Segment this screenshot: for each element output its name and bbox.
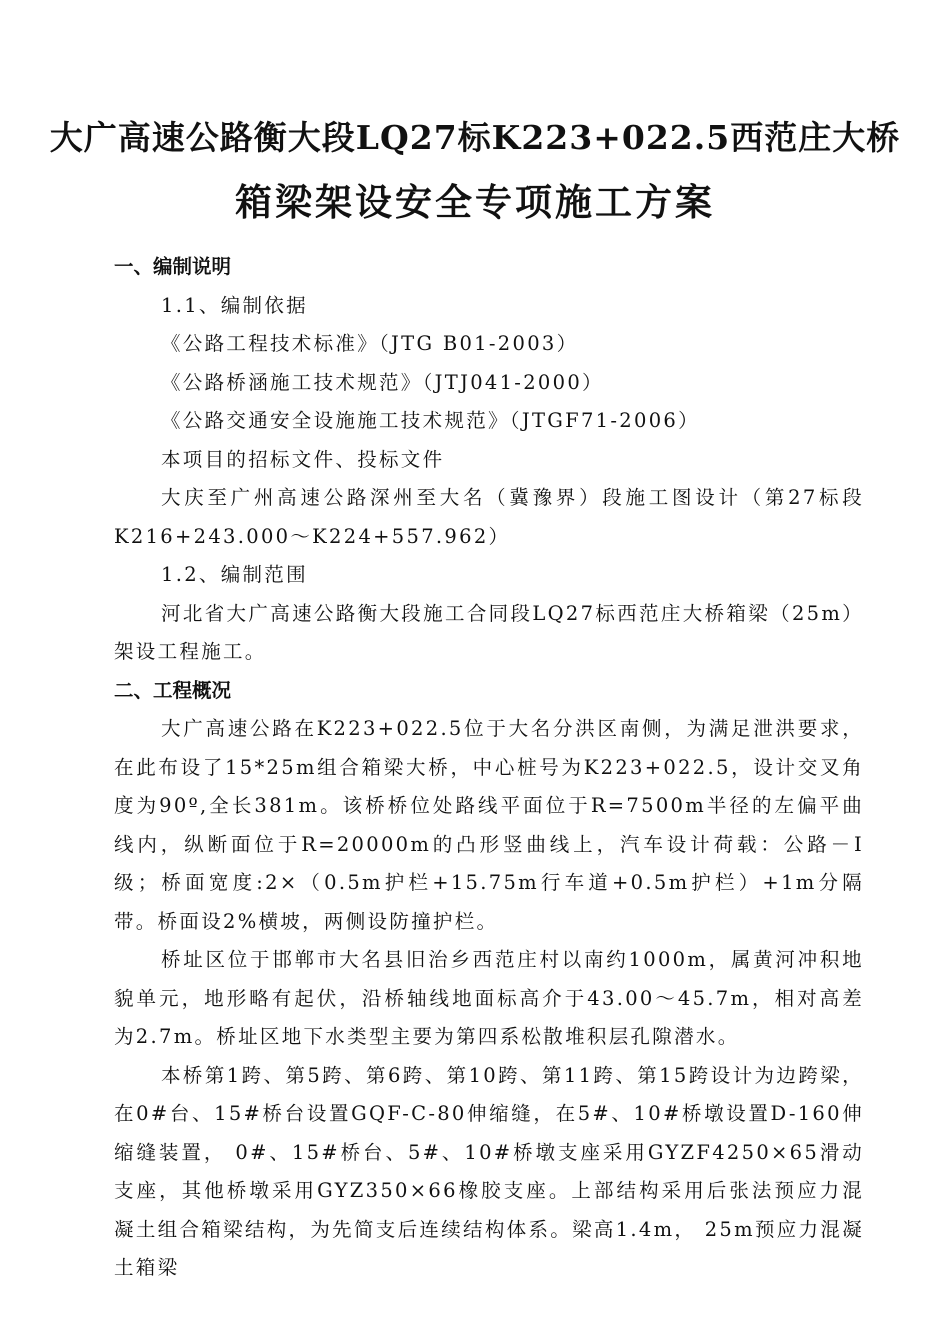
section2-heading: 二、工程概况 bbox=[114, 678, 232, 702]
basis-item: 《公路工程技术标准》（JTG B01-2003） bbox=[161, 332, 579, 355]
basis-item: 本项目的招标文件、投标文件 bbox=[161, 447, 445, 471]
basis-item: 大庆至广州高速公路深州至大名（冀豫界）段施工图设计（第27标段K216+243.000～K224+557.962） bbox=[114, 486, 864, 548]
subsection-1-1-heading: 1.1、编制依据 bbox=[161, 293, 308, 317]
overview-paragraph: 桥址区位于邯郸市大名县旧治乡西范庄村以南约1000m，属黄河冲积地貌单元，地形略有起伏，沿桥轴线地面标高介于43.00～45.7m，相对高差为2.7m。桥址区地下水类型主要为第四系松散堆积层孔隙潜水。 bbox=[114, 948, 864, 1048]
basis-item: 《公路交通安全设施施工技术规范》（JTGF71-2006） bbox=[161, 409, 700, 432]
document-title-line1: 大广高速公路衡大段LQ27标K223+022.5西范庄大桥 bbox=[49, 118, 901, 157]
subsection-1-2-heading: 1.2、编制范围 bbox=[161, 563, 308, 586]
scope-paragraph: 河北省大广高速公路衡大段施工合同段LQ27标西范庄大桥箱梁（25m）架设工程施工。 bbox=[114, 601, 864, 663]
section1-heading: 一、编制说明 bbox=[114, 255, 232, 278]
basis-item: 《公路桥涵施工技术规范》（JTJ041-2000） bbox=[161, 370, 604, 394]
overview-paragraph: 大广高速公路在K223+022.5位于大名分洪区南侧，为满足泄洪要求，在此布设了15*25m组合箱梁大桥，中心桩号为K223+022.5，设计交叉角度为90º,全长381m。该桥桥位处路线平面位于R=7500m半径的左偏平曲线内，纵断面位于R=20000m的凸形竖曲线上，汽车设计荷载：公路－Ⅰ级；桥面宽度:2×（0.5m护栏+15.75m行车道+0.5m护栏）+1m分隔带。桥面设2%横坡，两侧设防撞护栏。 bbox=[114, 717, 864, 933]
document-title-line2: 箱梁架设安全专项施工方案 bbox=[235, 180, 715, 224]
document-body bbox=[114, 248, 864, 1288]
overview-paragraph: 本桥第1跨、第5跨、第6跨、第10跨、第11跨、第15跨设计为边跨梁，在0#台、15#桥台设置GQF-C-80伸缩缝，在5#、10#桥墩设置D-160伸缩缝装置， 0#、15#桥台、5#、10#桥墩支座采用GYZF4250×65滑动支座，其他桥墩采用GYZ350×66橡胶支座。上部结构采用后张法预应力混凝土组合箱梁结构，为先简支后连续结构体系。梁高1.4m， 25m预应力混凝土箱梁 bbox=[114, 1063, 864, 1279]
